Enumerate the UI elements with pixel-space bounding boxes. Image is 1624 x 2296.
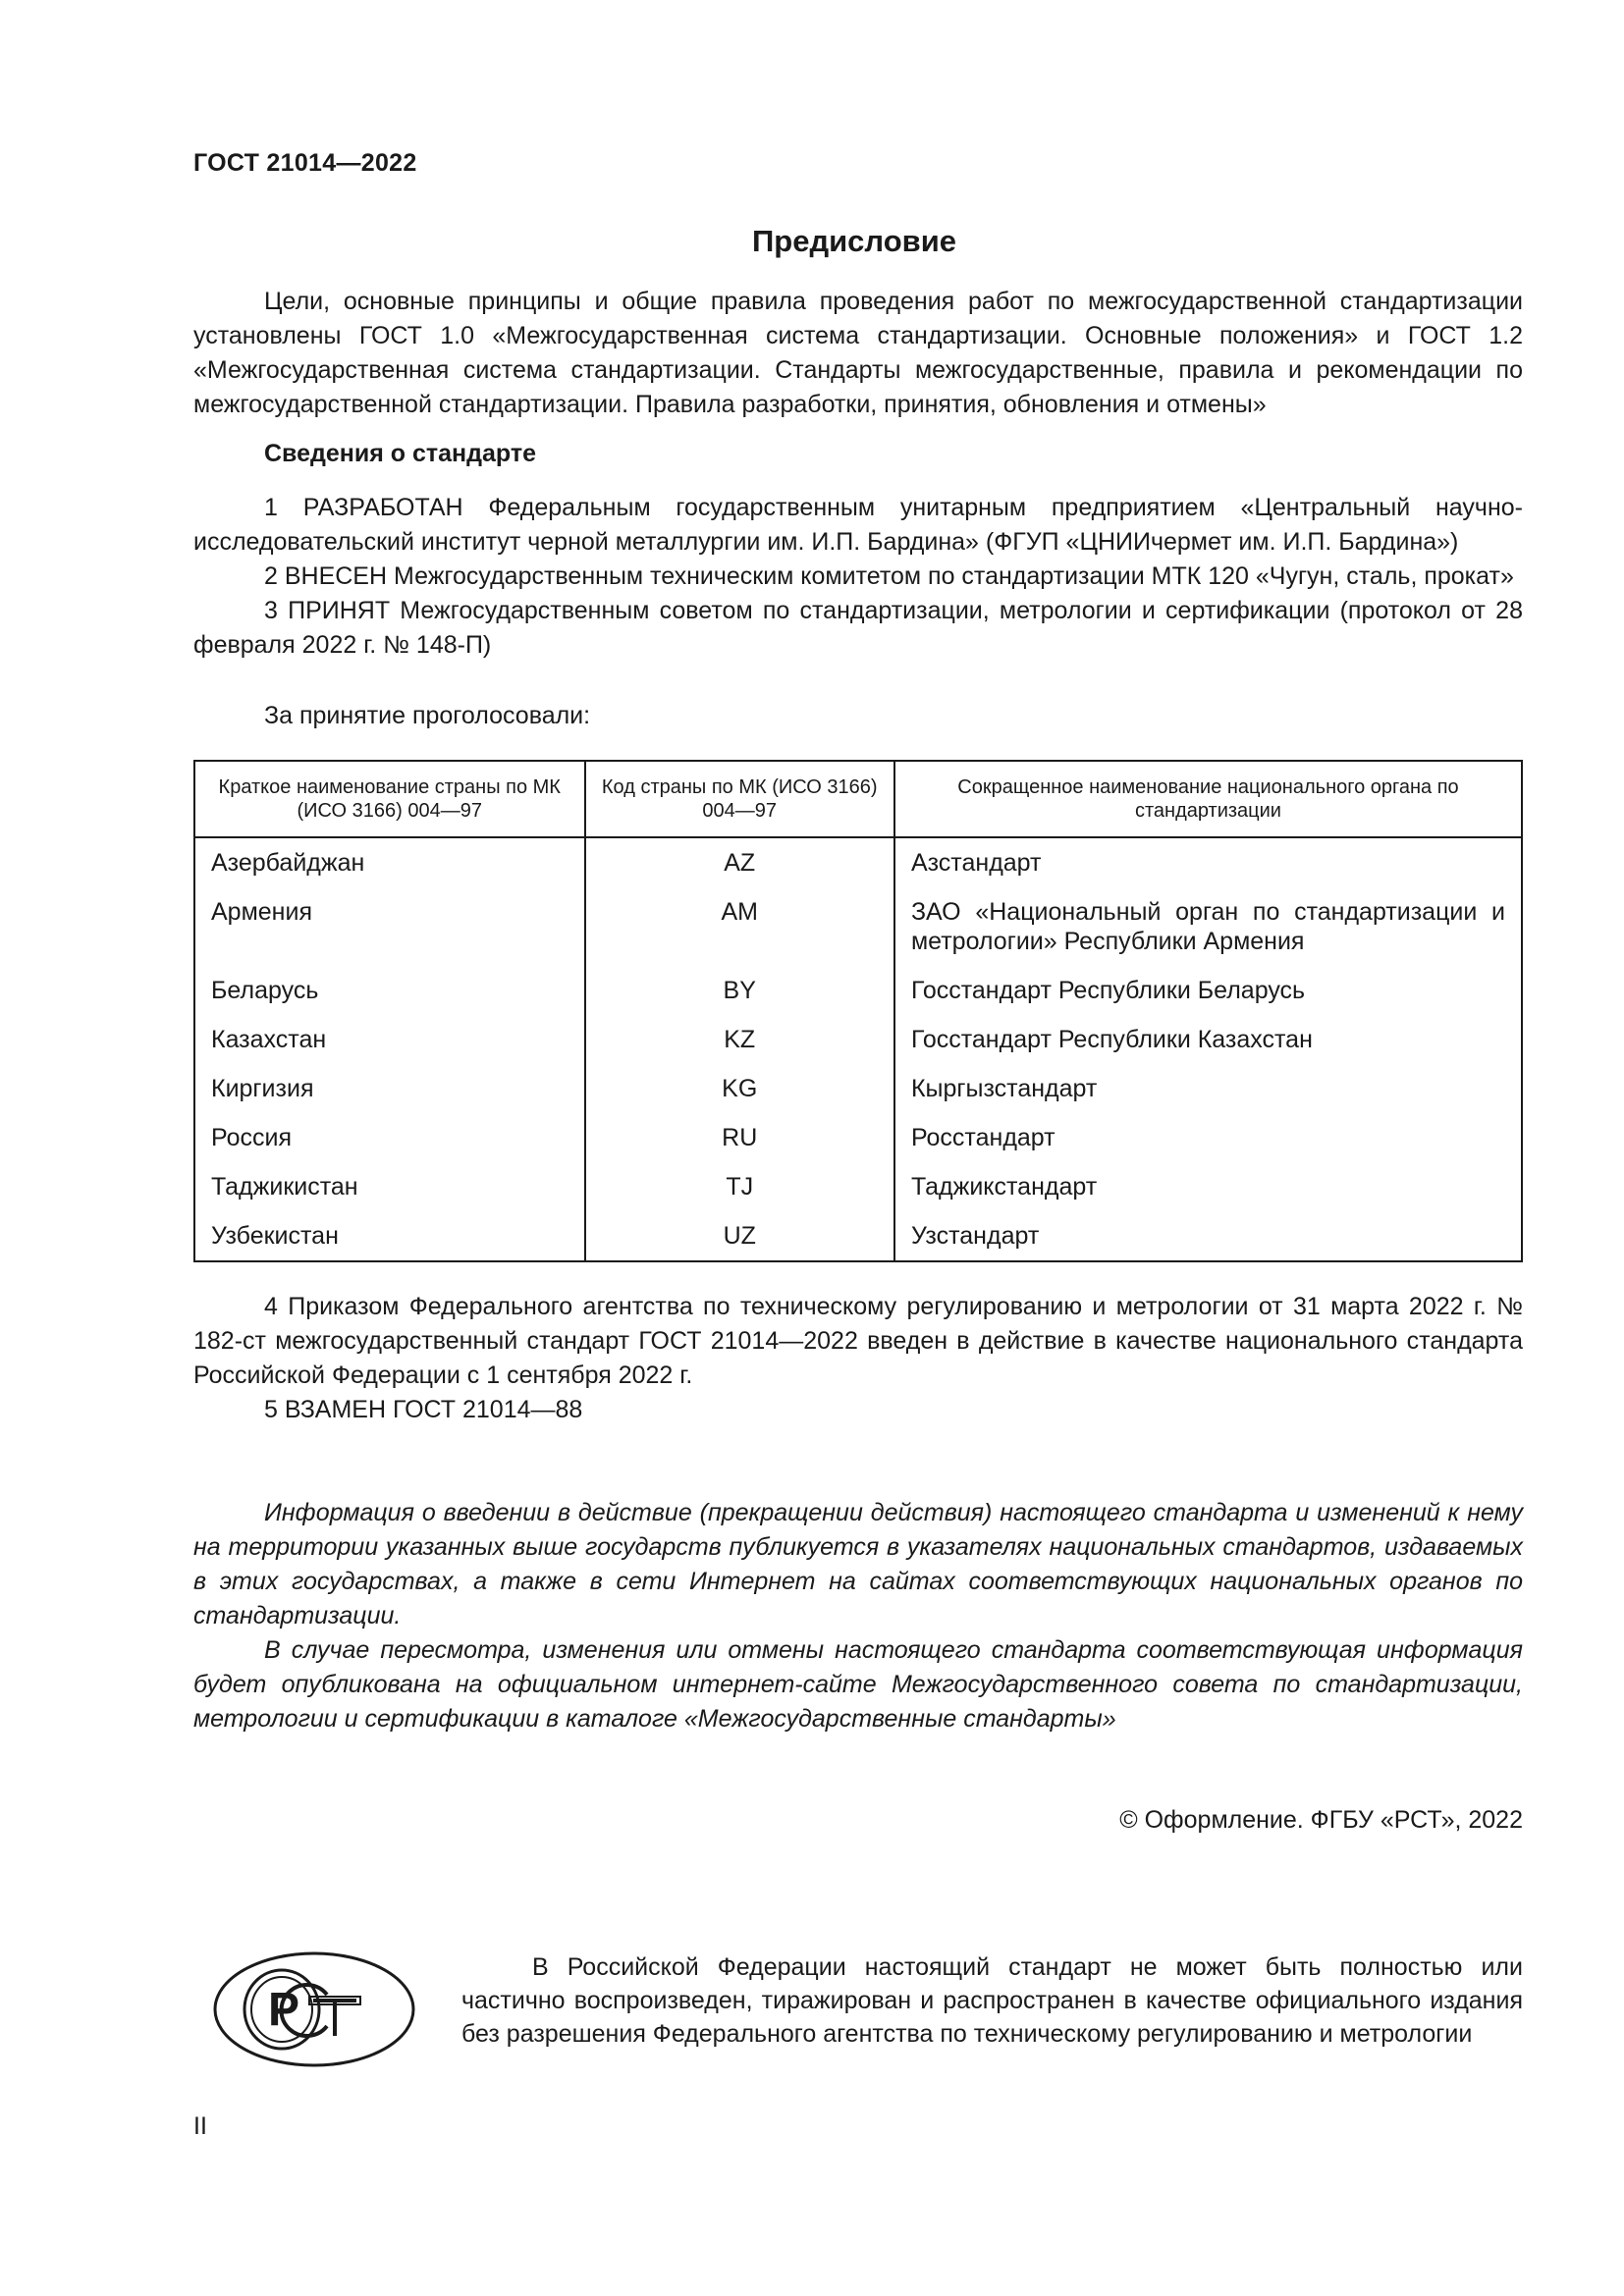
code-cell: KZ [585, 1019, 894, 1068]
table-header-row [194, 761, 1522, 837]
table-row [194, 837, 1522, 891]
info-item-5: 5 ВЗАМЕН ГОСТ 21014—88 [264, 1396, 583, 1423]
table-row [194, 1019, 1522, 1068]
info-item-3: 3 ПРИНЯТ Межгосударственным советом по стандартизации, метрологии и сертификации (протокол от 28 февраля 2022 г. № 148-П) [193, 597, 1523, 659]
code-cell: BY [585, 970, 894, 1019]
column-header-country: Краткое наименование страны по МК (ИСО 3166) 004—97 [194, 761, 585, 837]
publication-info-block [193, 1496, 1523, 1736]
intro-paragraph: Цели, основные принципы и общие правила проведения работ по межгосударственной стандартизации установлены ГОСТ 1.0 «Межгосударственная система стандартизации. Основные положения» и ГОСТ 1.2 «Межгосударственная система стандартизации. Стандарты межгосударственные, правила и рекомендации по межгосударственной стандартизации. Правила разработки, принятия, обновления и отмены» [193, 288, 1523, 418]
table-row [194, 1166, 1522, 1215]
standard-info-heading: Сведения о стандарте [264, 440, 537, 467]
reproduction-notice: В Российской Федерации настоящий стандарт не может быть полностью или частично воспроизведен, тиражирован и распространен в качестве официального издания без разрешения Федерального агентства по техническому регулированию и метрологии [461, 1953, 1523, 2048]
info-item-4: 4 Приказом Федерального агентства по техническому регулированию и метрологии от 31 марта 2022 г. № 182-ст межгосударственный стандарт ГОСТ 21014—2022 введен в действие в качестве национального стандарта Российской Федерации с 1 сентября 2022 г. [193, 1293, 1523, 1389]
code-cell: AZ [585, 837, 894, 891]
organization-cell: ЗАО «Национальный орган по стандартизации и метрологии» Республики Армения [894, 891, 1522, 970]
rst-certification-mark-icon [211, 1949, 417, 2069]
document-header: ГОСТ 21014—2022 [193, 149, 417, 177]
country-cell: Казахстан [194, 1019, 585, 1068]
code-cell: KG [585, 1068, 894, 1117]
vote-label: За принятие проголосовали: [264, 702, 591, 729]
page-title: Предисловие [751, 224, 956, 258]
info-item-2: 2 ВНЕСЕН Межгосударственным техническим комитетом по стандартизации МТК 120 «Чугун, сталь, прокат» [264, 562, 1514, 590]
organization-cell: Кыргызстандарт [894, 1068, 1522, 1117]
country-cell: Узбекистан [194, 1215, 585, 1261]
info-item-1: 1 РАЗРАБОТАН Федеральным государственным унитарным предприятием «Центральный научно-исследовательский институт черной металлургии им. И.П. Бардина» (ФГУП «ЦНИИчермет им. И.П. Бардина») [193, 494, 1523, 556]
copyright-line: © Оформление. ФГБУ «РСТ», 2022 [1119, 1806, 1523, 1834]
publication-info-paragraph: Информация о введении в действие (прекращении действия) настоящего стандарта и изменений к нему на территории указанных выше государств публикуется в указателях национальных стандартов, издаваемых в этих государствах, а также в сети Интернет на сайтах соответствующих национальных органов по стандартизации. [193, 1499, 1523, 1629]
organization-cell: Госстандарт Республики Казахстан [894, 1019, 1522, 1068]
country-cell: Таджикистан [194, 1166, 585, 1215]
code-cell: UZ [585, 1215, 894, 1261]
code-cell: AM [585, 891, 894, 970]
table-row [194, 1215, 1522, 1261]
revision-info-paragraph: В случае пересмотра, изменения или отмены настоящего стандарта соответствующая информация будет опубликована на официальном интернет-сайте Межгосударственного совета по стандартизации, метрологии и сертификации в каталоге «Межгосударственные стандарты» [193, 1636, 1523, 1733]
organization-cell: Узстандарт [894, 1215, 1522, 1261]
column-header-organization: Сокращенное наименование национального органа по стандартизации [894, 761, 1522, 837]
page-number: II [193, 2112, 207, 2140]
organization-cell: Госстандарт Республики Беларусь [894, 970, 1522, 1019]
table-row [194, 1068, 1522, 1117]
organization-cell: Таджикстандарт [894, 1166, 1522, 1215]
table-row [194, 891, 1522, 970]
country-cell: Беларусь [194, 970, 585, 1019]
organization-cell: Азстандарт [894, 837, 1522, 891]
column-header-code: Код страны по МК (ИСО 3166) 004—97 [585, 761, 894, 837]
svg-text:Р: Р [268, 1984, 300, 2036]
code-cell: TJ [585, 1166, 894, 1215]
table-row [194, 970, 1522, 1019]
country-cell: Киргизия [194, 1068, 585, 1117]
table-row [194, 1117, 1522, 1166]
organization-cell: Росстандарт [894, 1117, 1522, 1166]
country-cell: Азербайджан [194, 837, 585, 891]
country-cell: Армения [194, 891, 585, 970]
voting-countries-table [193, 760, 1523, 1262]
country-cell: Россия [194, 1117, 585, 1166]
code-cell: RU [585, 1117, 894, 1166]
foreword-content [193, 285, 1523, 1838]
